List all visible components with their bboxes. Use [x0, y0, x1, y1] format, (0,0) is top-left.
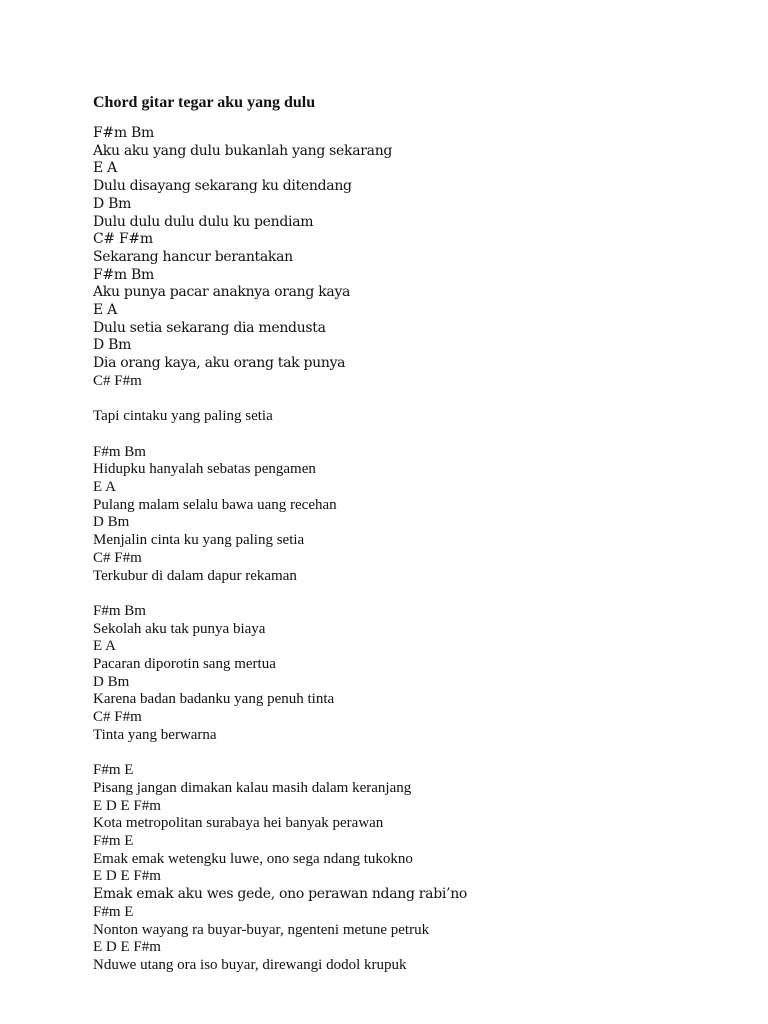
chord-line: D Bm [93, 673, 130, 690]
chord-line: C# F#m [93, 709, 142, 726]
chord-line: F#m Bm [93, 266, 154, 283]
chord-line: E A [93, 302, 117, 319]
chord-line: D Bm [93, 337, 132, 354]
lyric-line: Kota metropolitan surabaya hei banyak perawan [93, 815, 384, 832]
lyric-line: Terkubur di dalam dapur rekaman [93, 567, 297, 584]
lyric-line: Aku aku yang dulu bukanlah yang sekarang [93, 142, 393, 159]
lyric-line: Hidupku hanyalah sebatas pengamen [93, 461, 316, 478]
lyric-line: Pulang malam selalu bawa uang recehan [93, 496, 337, 513]
document-page [93, 92, 733, 975]
verse-3 [93, 603, 733, 745]
lyric-line: Dulu setia sekarang dia mendusta [93, 319, 326, 336]
chord-line: E A [93, 479, 116, 496]
chord-line: D Bm [93, 195, 132, 212]
chord-line: D Bm [93, 514, 130, 531]
lyric-line: Sekolah aku tak punya biaya [93, 620, 266, 637]
chord-line: E D E F#m [93, 797, 161, 814]
lyric-line: Menjalin cinta ku yang paling setia [93, 532, 305, 549]
lyric-line: Emak emak wetengku luwe, ono sega ndang tukokno [93, 850, 413, 867]
lyric-line: Sekarang hancur berantakan [93, 248, 293, 265]
chord-line: E A [93, 160, 117, 177]
blank-line [93, 745, 733, 763]
lyric-line: Tapi cintaku yang paling setia [93, 408, 273, 425]
lyric-line: Aku punya pacar anaknya orang kaya [93, 284, 351, 301]
chord-line: E D E F#m [93, 868, 161, 885]
lyric-line: Nduwe utang ora iso buyar, direwangi dodol krupuk [93, 956, 407, 973]
blank-line [93, 585, 733, 603]
chord-line: F#m E [93, 762, 134, 779]
blank-line [93, 391, 733, 409]
chord-line: E A [93, 638, 116, 655]
lyric-line: Karena badan badanku yang penuh tinta [93, 691, 335, 708]
lyric-line: Tinta yang berwarna [93, 726, 217, 743]
document-title: Chord gitar tegar aku yang dulu [93, 94, 316, 111]
chord-line: F#m E [93, 833, 134, 850]
chord-line: C# F#m [93, 231, 153, 248]
lyric-line: Pisang jangan dimakan kalau masih dalam keranjang [93, 779, 412, 796]
verse-4 [93, 762, 733, 974]
lyric-line: Dia orang kaya, aku orang tak punya [93, 355, 346, 372]
chord-line: F#m E [93, 903, 134, 920]
lyric-line: Nonton wayang ra buyar-buyar, ngenteni metune petruk [93, 921, 430, 938]
chord-line: C# F#m [93, 372, 142, 389]
chord-line: F#m Bm [93, 125, 154, 141]
chord-line: F#m Bm [93, 602, 146, 619]
chord-line: F#m Bm [93, 443, 146, 460]
lyric-line: Dulu dulu dulu dulu ku pendiam [93, 213, 314, 230]
chord-line: C# F#m [93, 549, 142, 566]
verse-2 [93, 444, 733, 586]
verse-1 [93, 125, 733, 391]
lyric-line: Emak emak aku wes gede, ono perawan ndang rabi’no [93, 886, 468, 903]
lyric-line: Pacaran diporotin sang mertua [93, 656, 276, 673]
blank-line [93, 426, 733, 444]
chord-line: E D E F#m [93, 939, 161, 956]
lyric-line: Dulu disayang sekarang ku ditendang [93, 178, 352, 195]
